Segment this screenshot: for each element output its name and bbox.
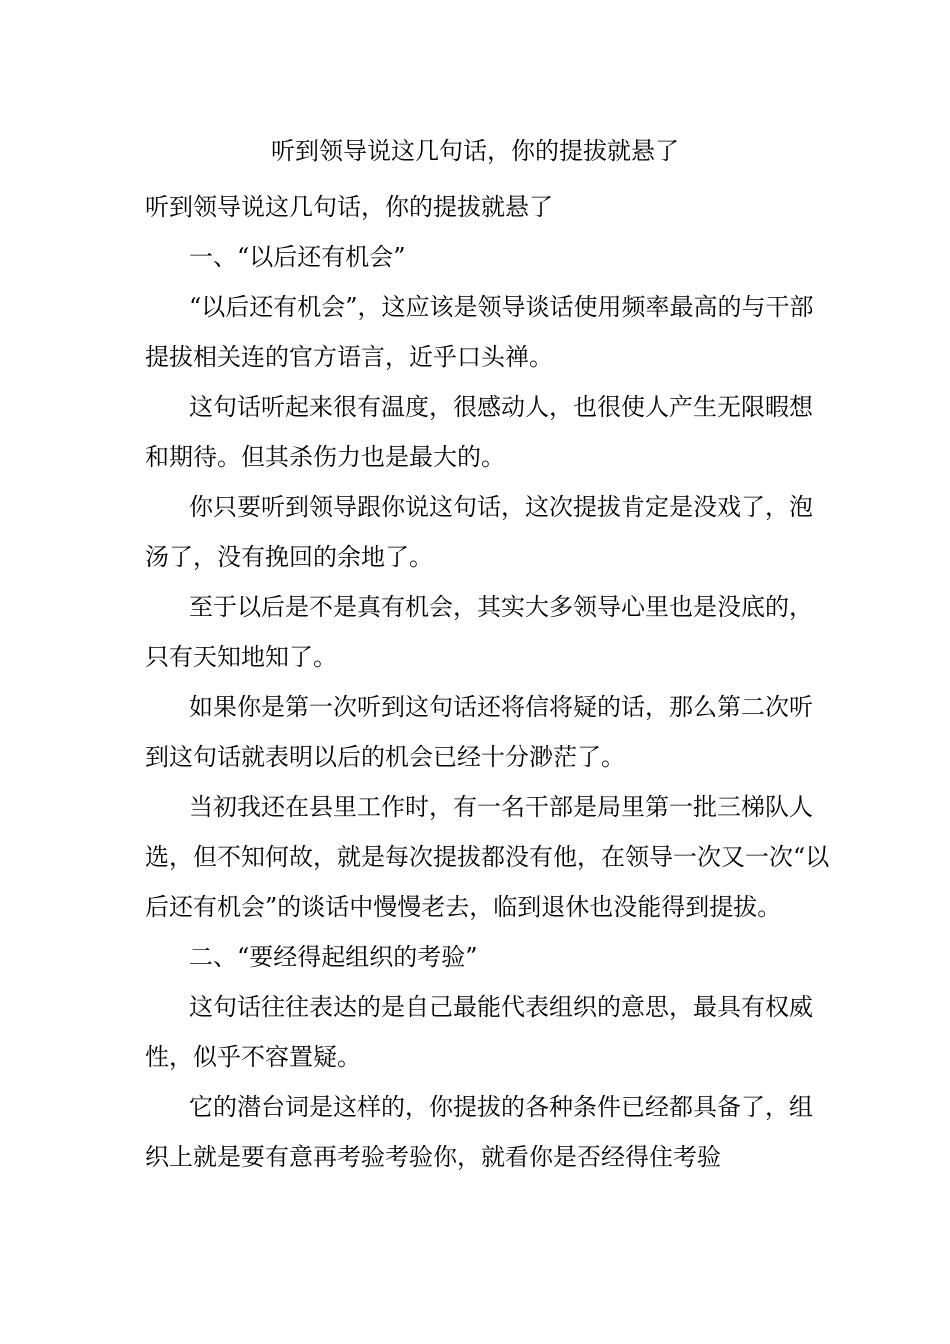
document-body [145,182,835,1182]
section-heading-2: 二、“要经得起组织的考验” [189,943,478,971]
paragraph: 如果你是第一次听到这句话还将信将疑的话，那么第二次听到这句话就表明以后的机会已经十分渺茫了。 [145,693,813,771]
paragraph: “以后还有机会”，这应该是领导谈话使用频率最高的与干部提拔相关连的官方语言，近乎口头禅。 [145,293,814,371]
paragraph: 你只要听到领导跟你说这句话，这次提拔肯定是没戏了，泡汤了，没有挽回的余地了。 [145,493,813,571]
paragraph: 这句话听起来很有温度，很感动人，也很使人产生无限暇想和期待。但其杀伤力也是最大的。 [145,393,813,471]
document-subtitle: 听到领导说这几句话，你的提拔就悬了 [145,193,553,221]
paragraph: 至于以后是不是真有机会，其实大多领导心里也是没底的，只有天知地知了。 [145,593,813,671]
paragraph: 它的潜台词是这样的，你提拔的各种条件已经都具备了，组织上就是要有意再考验考验你，就看你是否经得住考验 [145,1093,813,1171]
paragraph: 这句话往往表达的是自己最能代表组织的意思，最具有权威性，似乎不容置疑。 [145,993,813,1071]
section-heading-1: 一、“以后还有机会” [189,243,406,271]
document-title: 听到领导说这几句话，你的提拔就悬了 [271,137,679,165]
paragraph: 当初我还在县里工作时，有一名干部是局里第一批三梯队人选，但不知何故，就是每次提拔都没有他，在领导一次又一次“以后还有机会”的谈话中慢慢老去，临到退休也没能得到提拔。 [145,793,830,921]
